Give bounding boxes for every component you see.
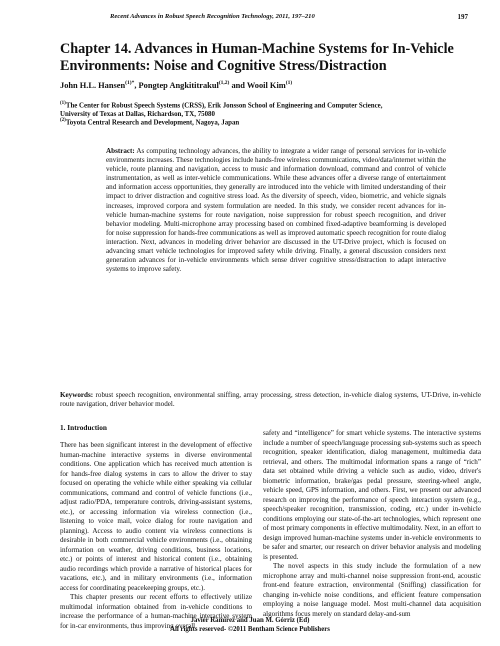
- affil-mark: (1): [60, 101, 66, 106]
- keywords: [60, 391, 481, 409]
- affiliation-2: [60, 117, 460, 128]
- affil-mark: (2): [60, 118, 66, 123]
- author-affil-mark: (1,2): [218, 80, 230, 86]
- chapter-title: Chapter 14. Advances in Human-Machine Systems for In-Vehicle Environments: Noise and Cognitive Stress/Distraction: [60, 41, 454, 74]
- affil-text: Toyota Central Research and Development, Nagoya, Japan: [65, 119, 240, 127]
- affiliation-1-line-2: University of Texas at Dallas, Richardson, TX, 75080: [60, 110, 215, 118]
- page-footer: [0, 616, 500, 634]
- author-name: and Wooil Kim: [229, 80, 286, 90]
- author-line: [60, 80, 292, 90]
- footer-copyright: All rights reserved- ©2011 Bentham Science Publishers: [170, 626, 330, 633]
- left-column: [60, 423, 252, 631]
- section-heading: 1. Introduction: [60, 423, 107, 432]
- author-name: , Pongtep Angkititrakul: [134, 80, 219, 90]
- author-affil-mark: (1)*: [125, 80, 135, 86]
- body-paragraph: The novel aspects in this study include the formulation of a new microphone array and multi-channel noise suppression front-end, acoustic front-end feature extraction, environmental (Sniffing) classification for changing in-vehicle noise conditions, and efficient feature compensation employing a noise language model. Most multi-channel data acquisition algorithms focus merely on standard delay-and-sum: [263, 562, 481, 618]
- abstract-label: Abstract:: [106, 147, 135, 155]
- author-name: John H.L. Hansen: [60, 80, 126, 90]
- running-header-text: Recent Advances in Robust Speech Recognition Technology, 2011, 197–210: [110, 13, 315, 20]
- affil-text: The Center for Robust Speech Systems (CRSS), Erik Jonsson School of Engineering and Computer Science,: [65, 102, 383, 110]
- abstract: [106, 147, 446, 274]
- keywords-label: Keywords:: [60, 391, 94, 399]
- body-paragraph: This chapter presents our recent efforts to effectively utilize multimodal information obtained from in-vehicle conditions to increase the performance of a human-machine interactive system for in-car environments, thus improving overall: [60, 593, 252, 630]
- affiliation-1-line-1: [60, 100, 460, 111]
- abstract-text: As computing technology advances, the ability to integrate a wider range of personal services for in-vehicle environments increases. These technologies include hands-free wireless communications, video/data/internet within the vehicle, route planning and navigation, access to music and information download, command and control of vehicle instrumentation, as well as inter-vehicle communications. While these advances offer a diverse range of entertainment and information access opportunities, they generally are introduced into the vehicle with limited understanding of their impact to driver distraction and cognitive stress load. As the diversity of speech, video, biometric, and vehicle signals increases, improved corpora and system formulation are needed. In this study, we consider recent advances for in-vehicle human-machine systems for route navigation, noise suppression for robust speech recognition, and driver behavior modeling. Multi-microphone array processing based on combined fixed-adaptive beamforming is developed for noise suppression for hands-free communications as well as improved automatic speech recognition for route dialog interaction. Next, advances in modeling driver behavior are discussed in the UT-Drive project, which is focused on advancing smart vehicle technologies for improved safety while driving. Finally, a general discussion considers next generation advances for in-vehicle environments which sense driver cognitive stress/distraction to adapt interactive systems to improve safety.: [106, 147, 446, 274]
- body-paragraph: There has been significant interest in the development of effective human-machine interactive systems in diverse environmental conditions. One application which has received much attention is for hands-free dialog systems in cars to allow the driver to stay focused on operating the vehicle while either speaking via cellular communications, command and control of vehicle functions (i.e., adjust radio/PDA, temperature controls, driving-assistant systems, etc.), or accessing information via wireless connection (i.e., listening to voice mail, voice dialog for route navigation and planning). Access to audio content via wireless connections is desirable in both commercial vehicle environments (i.e., obtaining information on weather, driving conditions, business locations, etc.) or points of interest and historical content (i.e., obtaining audio recordings which provide a narrative of historical places for vacations, etc.), and in military environments (i.e., information access for coordinating peacekeeping groups, etc.).: [60, 441, 252, 592]
- footer-editors: Javier Ramírez and Juan M. Górriz (Ed): [190, 617, 310, 624]
- author-affil-mark: (1): [285, 80, 293, 86]
- page-number: 197: [457, 13, 468, 21]
- body-paragraph: safety and “intelligence” for smart vehicle systems. The interactive systems include a number of speech/language processing sub-systems such as speech recognition, speaker identification, dialog management, multimedia data retrieval, and others. The multimodal information spans a range of “rich” data set obtained while driving a vehicle such as audio, video, driver's biometric information, brake/gas pedal pressure, steering-wheel angle, vehicle speed, GPS information, and others. First, we present our advanced research on improving the performance of speech interaction system (e.g., speech/speaker recognition, transmission, coding, etc.) under in-vehicle conditions employing our state-of-the-art technologies, which represent one of most primary components in effective multimodality. Next, in an effort to design improved human-machine systems under in-vehicle environments to be safer and smarter, our research on driver behavior analysis and modeling is presented.: [263, 429, 481, 561]
- right-column: [263, 429, 481, 619]
- keywords-text: robust speech recognition, environmental sniffing, array processing, stress detection, in-vehicle dialog systems, UT-Drive, in-vehicle route navigation, driver behavior model.: [60, 391, 481, 409]
